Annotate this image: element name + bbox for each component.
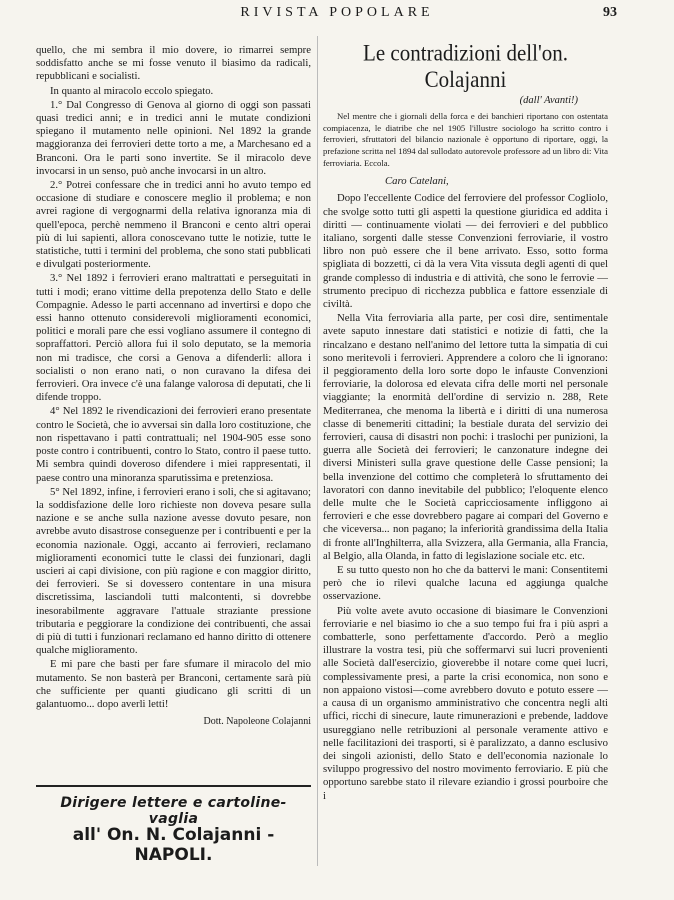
article-headline: Le contradizioni dell'on. Colajanni	[363, 39, 568, 93]
notice-top-rule	[36, 785, 311, 787]
column-divider	[317, 36, 318, 866]
article-source: (dall' Avanti!)	[519, 95, 578, 106]
article-intro	[323, 111, 608, 169]
paragraph: Nella Vita ferroviaria alla parte, per così dire, sentimentale avete saputo innestare dati statistici e notizie di fatti, che la rincalzano e destano nell'animo del lettore tutta la simpatia di cui sono meritevoli i ferrovieri. Apprendere a coloro che li ignorano: il peggioramento della loro sorte dopo le infauste Convenzioni ferroviarie, la dolorosa ed elevata cifra delle morti nel personale viaggiante; la enormità dell'ordine di servizio n. 288, Rete Mediterranea, che menoma la libertà e i diritti di una numerosa classe di benemeriti cittadini; la bestiale durata del servizio dei ferrovieri, causa di disastri non pochi: i traslochi per punizioni, la guerra alle Società dei ferrovieri; le canzonature indegne dei diversi Ministeri sulla grave questione delle Casse pensioni; la bella invenzione del cottimo che completerà lo sfruttamento dei lavoratori con danno inevitabile del pubblico; l'eloquente elenco delle multe che le Società capricciosamente infliggono ai ferrovieri e che esse dovrebbero pagare ai compari del Governo e che viceversa... non pagano; la inferiorità grandissima della Italia di fronte all'Inghilterra, alla Svizzera, alla Germania, alla Francia, al Belgio, alla Olanda, in fatto di legislazione sociale etc. etc.	[323, 312, 608, 562]
right-column	[323, 39, 608, 803]
paragraph: 4° Nel 1892 le rivendicazioni dei ferrovieri erano presentate contro le Società, che io avversai sin dalla loro costituzione, che non rispettavano i patti contrattuali; nel 1904-905 esse sono poste contro i contribuenti, contro lo Stato, contro il paese tutto. Mi sembra quindi doveroso difendere i miei rappresentati, il paese contro una minoranza sparutissima e pretenziosa.	[36, 405, 311, 484]
signature: Dott. Napoleone Colajanni	[203, 716, 311, 728]
journal-title: RIVISTA POPOLARE	[240, 5, 434, 20]
paragraph: E su tutto questo non ho che da battervi le mani: Consentitemi però che io rilevi qualche lacuna ed aggiunga qualche osservazione.	[323, 564, 608, 603]
paragraph: Più volte avete avuto occasione di biasimare le Convenzioni ferroviarie e nel biasimo io che a suo tempo fui fra i più aspri a combatterle, sono perfettamente d'accordo. Però a meglio illustrare la vostra tesi, più che soffermarvi sui lucri provenienti alle Società dall'esercizio, gioverebbe il notare come quei lucri, complessivamente presi, a parte la crisi economica, non sono e non appaiono vistosi—come avrebbero dovuto e potuto essere — a causa di un organismo amministrativo che concentra negli alti uffici, ricchi di sinecure, laute rimunerazioni e prebende, laddove usureggiano nelle retribuzioni al personale veramente attivo e nelle facilitazioni dei trasporti, si è paralizzato, a danno esclusivo dei singoli azionisti, dello Stato e dell'economia nazionale lo sviluppo progressivo del nostro movimento ferroviario. E più che opportuno sarebbe stato il rilevare eziandio i grossi pourboire che i	[323, 604, 608, 802]
paragraph: quello, che mi sembra il mio dovere, io rimarrei sempre soddisfatto anche se mi fosse venuto il biasimo da radicali, repubblicani e socialisti.	[36, 44, 311, 83]
paragraph: 3.° Nel 1892 i ferrovieri erano maltrattati e perseguitati in tutti i modi; erano vittime della prepotenza dello Stato e delle Compagnie. Adesso le parti accennano ad invertirsi e dopo che essi hanno ottenuto considerevoli miglioramenti economici, politici e morali pare che essi vogliano assumere il contegno di sopraffattori. Perciò allora fui il solo deputato, se la memoria non mi tradisce, che corsi a Genova a difenderli: allora i socialisti o non erano nati, o non curavano la difesa dei ferrovieri. Ora invece c'è una falange valorosa di deputati, che li difende troppo.	[36, 272, 311, 404]
paragraph: In quanto al miracolo eccolo spiegato.	[50, 84, 214, 97]
paragraph: E mi pare che basti per fare sfumare il miracolo del mio mutamento. Se non basterà per Branconi, certamente sarà più che sufficiente per quanti giudicano gli scritti di un galantuomo... dopo averli letti!	[36, 658, 311, 710]
notice-line-1: Dirigere lettere e cartoline-vaglia	[60, 795, 287, 827]
paragraph: 1.° Dal Congresso di Genova al giorno di oggi son passati quasi tredici anni; e in tredici anni le mutate condizioni spiegano il mutamento nelle opinioni. Nel 1892 la grande maggioranza dei ferrovieri dette torto a me, a Marchesano ed a Branconi. Ora le parti sono invertite. Se il miracolo deve invocarsi in un senso, può anche invocarsi in un altro.	[36, 98, 311, 177]
intro-text: Nel mentre che i giornali della forca e dei banchieri riportano con ostentata compiacenza, le diatribe che nel 1905 l'illustre sociologo ha scritto contro i ferrovieri, sfruttatori del bilancio nazionale è opportuno di riportare, oggi, la prefazione scritta nel 1894 dal sullodato autorevole professore ad un libro di: Vita ferroviaria. Eccola.	[323, 111, 608, 168]
notice-line-2: all' On. N. Colajanni - NAPOLI.	[72, 825, 275, 865]
left-column	[36, 44, 311, 728]
paragraph: 5° Nel 1892, infine, i ferrovieri erano i soli, che si agitavano; la soddisfazione delle loro richieste non doveva pesare sulla nazione e se anche sulla nazione avesse dovuto pesare, non avrebbe avuto disastrose conseguenze per i contribuenti e per la economia nazionale. Oggi, accanto ai ferrovieri, reclamano miglioramenti economici tutte le classi dei funzionari, dagli uscieri ai capi divisione, con più ragione e con maggior diritto, dei ferrovieri. Se si dovessero contentare in una misura discretissima, lasciandoli tutti malcontenti, si dovrebbe inesorabilmente aggravare l'attuale straziante pressione tributaria e peggiorare la condizione dei contribuenti, che assai di più di tutti i funzionari reclamano ed hanno diritto di ottenere qualche miglioramento.	[36, 485, 311, 657]
page-number: 93	[603, 5, 617, 20]
paragraph: Dopo l'eccellente Codice del ferroviere del professor Cogliolo, che svolge sotto tutti gli aspetti la questione giuridica ed addita i diritti — continuamente violati — dei ferrovieri e del pubblico italiano, sorgenti dalle stesse Convenzioni ferroviarie, il vostro libro non può essere che il bene arrivato. Esso, sotto forma spigliata di bozzetti, ci dà la vera Vita vissuta degli agenti di quel grande complesso di industria e di attività, che sono le ferrovie — strumento precipuo di ricchezza pubblica e fattore essenziale di civiltà.	[323, 192, 608, 310]
salutation: Caro Catelani,	[385, 175, 449, 188]
paragraph: 2.° Potrei confessare che in tredici anni ho avuto tempo ed occasione di studiare e conoscere meglio il problema; e non avrei ragione di vergognarmi della relativa ignoranza mia di quell'epoca, perchè nemmeno il Branconi e cento altri operai più di lui sapienti, allora conoscevano tutte le notizie, tutte le statistiche, tutti i termini del problema, che sono stati pubblicati e divulgati posteriormente.	[36, 179, 311, 271]
